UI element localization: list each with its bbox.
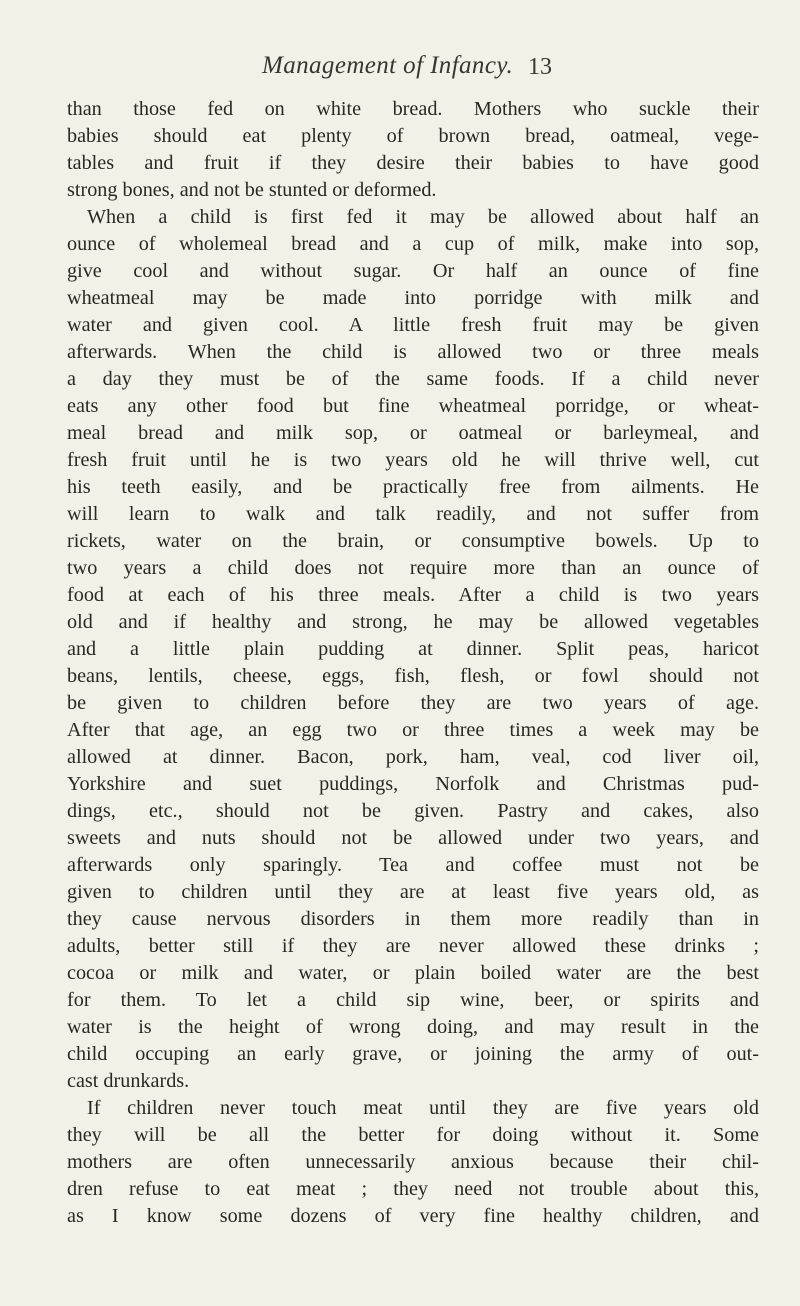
text-line: old and if healthy and strong, he may be allowed vegetables <box>67 611 759 633</box>
text-line: give cool and without sugar. Or half an ounce of fine <box>67 260 759 282</box>
text-line: child occuping an early grave, or joining the army of out- <box>67 1043 759 1065</box>
running-head <box>0 52 800 92</box>
text-line: a day they must be of the same foods. If a child never <box>67 368 759 390</box>
text-line: sweets and nuts should not be allowed under two years, and <box>67 827 759 849</box>
text-line: than those fed on white bread. Mothers who suckle their <box>67 98 759 120</box>
text-line: allowed at dinner. Bacon, pork, ham, veal, cod liver oil, <box>67 746 759 768</box>
text-line: fresh fruit until he is two years old he will thrive well, cut <box>67 449 759 471</box>
running-title: Management of Infancy. <box>262 52 514 79</box>
text-line: meal bread and milk sop, or oatmeal or barleymeal, and <box>67 422 759 444</box>
text-line: rickets, water on the brain, or consumptive bowels. Up to <box>67 530 759 552</box>
text-line: ounce of wholemeal bread and a cup of milk, make into sop, <box>67 233 759 255</box>
text-line: cocoa or milk and water, or plain boiled water are the best <box>67 962 759 984</box>
page-number: 13 <box>528 54 552 80</box>
text-line: afterwards. When the child is allowed two or three meals <box>67 341 759 363</box>
text-line: tables and fruit if they desire their babies to have good <box>67 152 759 174</box>
text-line: will learn to walk and talk readily, and not suffer from <box>67 503 759 525</box>
text-line: strong bones, and not be stunted or deformed. <box>67 179 437 201</box>
text-line: his teeth easily, and be practically free from ailments. He <box>67 476 759 498</box>
text-line: be given to children before they are two years of age. <box>67 692 759 714</box>
text-line: and a little plain pudding at dinner. Split peas, haricot <box>67 638 759 660</box>
text-line: If children never touch meat until they are five years old <box>87 1097 759 1119</box>
text-line: as I know some dozens of very fine healthy children, and <box>67 1205 759 1227</box>
text-line: food at each of his three meals. After a child is two years <box>67 584 759 606</box>
text-line: afterwards only sparingly. Tea and coffee must not be <box>67 854 759 876</box>
text-line: dren refuse to eat meat ; they need not trouble about this, <box>67 1178 759 1200</box>
text-line: eats any other food but fine wheatmeal porridge, or wheat- <box>67 395 759 417</box>
text-line: adults, better still if they are never allowed these drinks ; <box>67 935 759 957</box>
text-line: two years a child does not require more than an ounce of <box>67 557 759 579</box>
text-line: When a child is first fed it may be allowed about half an <box>87 206 759 228</box>
text-line: water is the height of wrong doing, and may result in the <box>67 1016 759 1038</box>
text-line: they cause nervous disorders in them more readily than in <box>67 908 759 930</box>
text-line: for them. To let a child sip wine, beer, or spirits and <box>67 989 759 1011</box>
text-line: dings, etc., should not be given. Pastry and cakes, also <box>67 800 759 822</box>
text-line: given to children until they are at least five years old, as <box>67 881 759 903</box>
text-line: mothers are often unnecessarily anxious because their chil- <box>67 1151 759 1173</box>
body-text <box>67 96 759 1230</box>
text-line: Yorkshire and suet puddings, Norfolk and Christmas pud- <box>67 773 759 795</box>
text-line: water and given cool. A little fresh fruit may be given <box>67 314 759 336</box>
text-line: beans, lentils, cheese, eggs, fish, flesh, or fowl should not <box>67 665 759 687</box>
text-line: After that age, an egg two or three times a week may be <box>67 719 759 741</box>
text-line: cast drunkards. <box>67 1070 190 1092</box>
text-line: they will be all the better for doing without it. Some <box>67 1124 759 1146</box>
text-line: babies should eat plenty of brown bread, oatmeal, vege- <box>67 125 759 147</box>
text-line: wheatmeal may be made into porridge with milk and <box>67 287 759 309</box>
